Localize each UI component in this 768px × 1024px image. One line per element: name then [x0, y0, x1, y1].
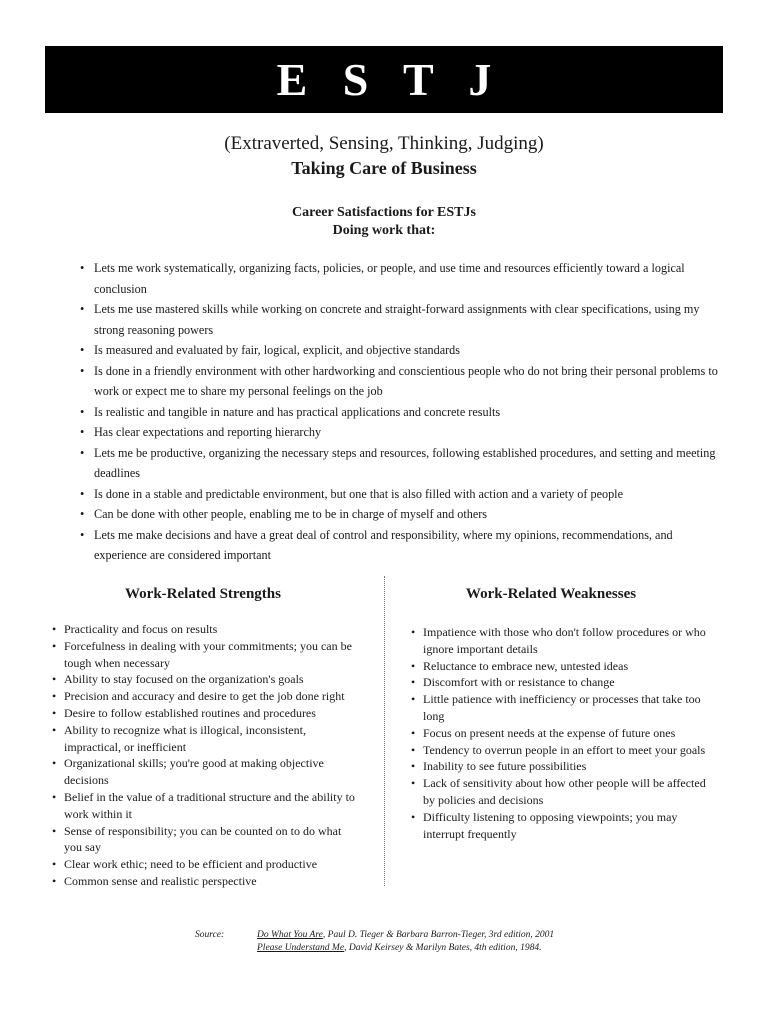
list-item: [411, 691, 711, 725]
list-item: [52, 638, 362, 672]
list-item-text: Has clear expectations and reporting hierarchy: [94, 425, 322, 439]
list-item: [52, 873, 362, 890]
strengths-list: [52, 621, 362, 890]
bullet-icon: •: [411, 759, 416, 774]
bullet-icon: •: [52, 672, 57, 687]
list-item-text: Is done in a friendly environment with other hardworking and conscientious people who do not bring their personal problems to work or expect me to share my personal feelings on the job: [94, 363, 718, 398]
satisfactions-heading: Career Satisfactions for ESTJs: [292, 205, 476, 220]
source-references: [257, 929, 554, 954]
list-item-text: Reluctance to embrace new, untested ideas: [423, 658, 629, 673]
page-title: E S T J: [276, 54, 504, 105]
bullet-icon: •: [52, 705, 57, 720]
list-item-text: Tendency to overrun people in an effort to meet your goals: [423, 742, 706, 757]
bullet-icon: •: [80, 425, 85, 439]
list-item: [78, 422, 728, 443]
bullet-icon: •: [80, 486, 85, 501]
list-item: [411, 674, 711, 691]
list-item: [78, 299, 728, 340]
bullet-icon: •: [411, 742, 416, 757]
list-item: [52, 789, 362, 823]
list-item-text: Focus on present needs at the expense of future ones: [423, 725, 676, 740]
list-item: [78, 361, 728, 402]
source-ref-detail: , Paul D. Tieger & Barbara Barron-Tieger, 3rd edition, 2001: [322, 930, 555, 940]
list-item: [411, 809, 711, 843]
satisfactions-list: [78, 258, 728, 566]
bullet-icon: •: [80, 302, 85, 316]
list-item: [52, 722, 362, 756]
bullet-icon: •: [52, 857, 57, 872]
list-item-text: Difficulty listening to opposing viewpoints; you may interrupt frequently: [423, 809, 678, 841]
list-item-text: Sense of responsibility; you can be counted on to do what you say: [64, 823, 342, 855]
bullet-icon: •: [411, 776, 416, 791]
bullet-icon: •: [80, 507, 85, 521]
bullet-icon: •: [52, 722, 57, 737]
list-item-text: Little patience with inefficiency or processes that take too long: [423, 692, 701, 723]
list-item: [78, 504, 728, 525]
list-item: [411, 775, 711, 809]
list-item-text: Lets me be productive, organizing the necessary steps and resources, following established procedures, and setting and meeting deadlines: [94, 445, 716, 480]
list-item: [52, 688, 362, 705]
list-item-text: Lets me work systematically, organizing facts, policies, or people, and use time and resources efficiently toward a logical conclusion: [94, 261, 685, 296]
list-item: [78, 525, 728, 566]
list-item: [52, 671, 362, 688]
list-item-text: Clear work ethic; need to be efficient and productive: [64, 857, 318, 872]
list-item: [411, 758, 711, 775]
source-ref-title: Please Understand Me: [257, 942, 345, 953]
list-item-text: Organizational skills; you're good at making objective decisions: [64, 756, 324, 788]
title-banner: [45, 46, 723, 113]
bullet-icon: •: [80, 445, 85, 460]
list-item: [52, 755, 362, 789]
bullet-icon: •: [80, 343, 85, 357]
list-item-text: Common sense and realistic perspective: [64, 873, 257, 888]
list-item-text: Discomfort with or resistance to change: [423, 675, 615, 690]
list-item: [78, 443, 728, 484]
bullet-icon: •: [80, 527, 85, 542]
list-item: [78, 340, 728, 361]
list-item: [52, 823, 362, 857]
source-label: Source:: [195, 930, 225, 940]
bullet-icon: •: [52, 789, 57, 804]
list-item-text: Lack of sensitivity about how other people will be affected by policies and decisions: [423, 776, 706, 807]
list-item: [52, 621, 362, 638]
type-subtitle: (Extraverted, Sensing, Thinking, Judging): [224, 133, 544, 154]
list-item: [52, 705, 362, 722]
list-item-text: Is realistic and tangible in nature and has practical applications and concrete results: [94, 404, 501, 419]
bullet-icon: •: [411, 658, 416, 673]
list-item: [78, 258, 728, 299]
type-tagline: Taking Care of Business: [291, 158, 477, 178]
source-ref: [257, 929, 554, 942]
bullet-icon: •: [52, 823, 57, 838]
list-item-text: Forcefulness in dealing with your commitments; you can be tough when necessary: [64, 638, 352, 670]
list-item-text: Ability to recognize what is illogical, inconsistent, impractical, or inefficient: [64, 722, 306, 754]
column-divider: [384, 576, 385, 886]
source-ref: [257, 942, 554, 955]
strengths-heading: Work-Related Strengths: [125, 586, 281, 602]
list-item: [411, 624, 711, 658]
bullet-icon: •: [411, 725, 416, 740]
bullet-icon: •: [52, 756, 57, 771]
list-item: [411, 725, 711, 742]
list-item-text: Ability to stay focused on the organization's goals: [64, 672, 304, 687]
list-item-text: Desire to follow established routines and procedures: [64, 705, 316, 720]
bullet-icon: •: [52, 873, 57, 888]
bullet-icon: •: [411, 675, 416, 690]
list-item: [411, 658, 711, 675]
weaknesses-heading: Work-Related Weaknesses: [465, 586, 637, 602]
list-item-text: Can be done with other people, enabling me to be in charge of myself and others: [94, 507, 488, 521]
source-ref-detail: , David Keirsey & Marilyn Bates, 4th edition, 1984.: [344, 942, 542, 953]
list-item: [52, 856, 362, 873]
satisfactions-subheading: Doing work that:: [332, 223, 436, 238]
list-item-text: Precision and accuracy and desire to get the job done right: [64, 689, 345, 704]
bullet-icon: •: [411, 809, 416, 824]
list-item-text: Lets me use mastered skills while working on concrete and straight-forward assignments with clear specifications, using my strong reasoning powers: [94, 302, 700, 337]
list-item-text: Belief in the value of a traditional structure and the ability to work within it: [64, 789, 355, 821]
bullet-icon: •: [411, 692, 416, 707]
bullet-icon: •: [80, 363, 85, 378]
list-item-text: Inability to see future possibilities: [423, 759, 587, 774]
bullet-icon: •: [411, 625, 416, 639]
bullet-icon: •: [80, 404, 85, 419]
list-item: [78, 402, 728, 423]
list-item-text: Is done in a stable and predictable environment, but one that is also filled with action and a variety of people: [94, 486, 623, 501]
list-item: [411, 742, 711, 759]
list-item-text: Practicality and focus on results: [64, 622, 218, 636]
list-item-text: Impatience with those who don't follow procedures or who ignore important details: [423, 625, 706, 656]
weaknesses-list: [411, 624, 711, 842]
bullet-icon: •: [52, 622, 57, 636]
list-item-text: Lets me make decisions and have a great deal of control and responsibility, where my opinions, recommendations, and experience are considered important: [94, 527, 673, 562]
bullet-icon: •: [52, 638, 57, 653]
bullet-icon: •: [80, 261, 85, 275]
satisfactions-heading-block: [0, 204, 768, 240]
list-item: [78, 484, 728, 505]
source-ref-title: Do What You Are: [257, 930, 323, 940]
list-item-text: Is measured and evaluated by fair, logical, explicit, and objective standards: [94, 343, 461, 357]
bullet-icon: •: [52, 689, 57, 704]
